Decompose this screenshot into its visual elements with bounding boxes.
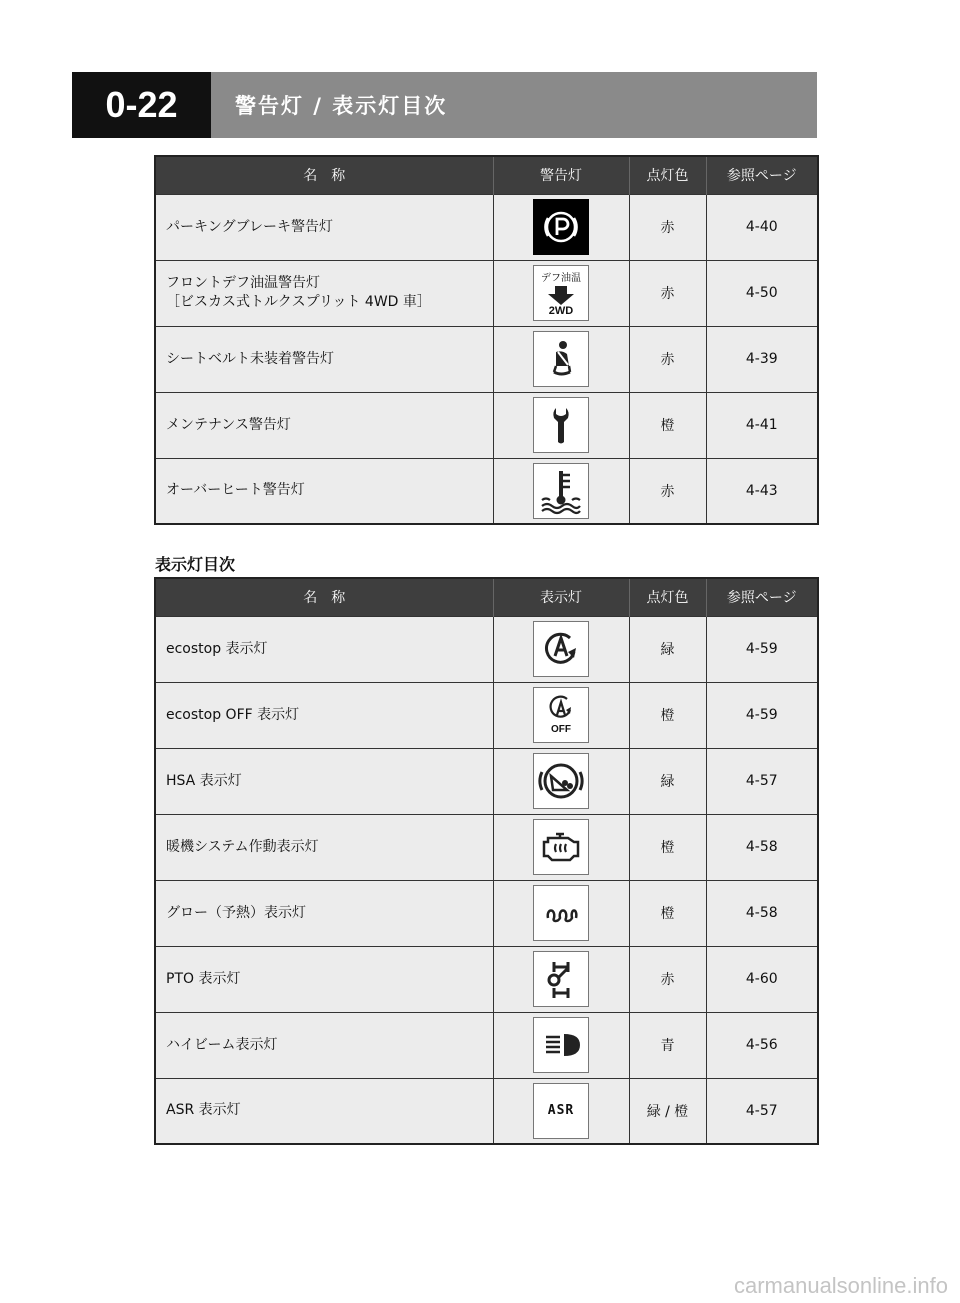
pto-icon [533, 951, 589, 1007]
row-page: 4-59 [706, 682, 818, 748]
row-page: 4-50 [706, 260, 818, 326]
row-name: パーキングブレーキ警告灯 [155, 194, 493, 260]
watermark: carmanualsonline.info [733, 1273, 948, 1298]
front-diff-oil-temp-icon: デフ油温 2WD [533, 265, 589, 321]
table-row [155, 392, 818, 458]
row-name: HSA 表示灯 [155, 748, 493, 814]
row-name: ecostop OFF 表示灯 [155, 682, 493, 748]
engine-warmup-icon [533, 819, 589, 875]
row-page: 4-56 [706, 1012, 818, 1078]
row-color: 橙 [629, 880, 706, 946]
row-page: 4-57 [706, 1078, 818, 1144]
table-header [155, 578, 818, 616]
row-page: 4-58 [706, 814, 818, 880]
row-name: PTO 表示灯 [155, 946, 493, 1012]
asr-icon: ASR [533, 1083, 589, 1139]
table-header [155, 156, 818, 194]
row-page: 4-43 [706, 458, 818, 524]
col-color-header: 点灯色 [629, 156, 706, 194]
table-row [155, 1078, 818, 1144]
hsa-icon [533, 753, 589, 809]
table-row [155, 880, 818, 946]
table-row [155, 946, 818, 1012]
warning-light-table [154, 155, 819, 525]
ecostop-icon [533, 621, 589, 677]
table-row [155, 1012, 818, 1078]
row-name: ecostop 表示灯 [155, 616, 493, 682]
row-color: 赤 [629, 458, 706, 524]
col-light-header: 表示灯 [493, 578, 629, 616]
glow-plug-icon [533, 885, 589, 941]
row-color: 赤 [629, 194, 706, 260]
table-row [155, 814, 818, 880]
row-name: シートベルト未装着警告灯 [155, 326, 493, 392]
row-name: メンテナンス警告灯 [155, 392, 493, 458]
col-page-header: 参照ページ [706, 578, 818, 616]
row-page: 4-57 [706, 748, 818, 814]
section-title: 表示灯目次 [155, 555, 236, 574]
row-name: 暖機システム作動表示灯 [155, 814, 493, 880]
row-color: 青 [629, 1012, 706, 1078]
row-page: 4-58 [706, 880, 818, 946]
row-page: 4-39 [706, 326, 818, 392]
col-page-header: 参照ページ [706, 156, 818, 194]
page-title: 警告灯 / 表示灯目次 [211, 72, 817, 138]
table-row [155, 748, 818, 814]
row-name: オーバーヒート警告灯 [155, 458, 493, 524]
row-page: 4-40 [706, 194, 818, 260]
wrench-icon [533, 397, 589, 453]
col-color-header: 点灯色 [629, 578, 706, 616]
row-name-note: ［ビスカス式トルクスプリット 4WD 車］ [166, 294, 431, 310]
table-row [155, 682, 818, 748]
row-color: 赤 [629, 260, 706, 326]
ecostop-off-icon: OFF [533, 687, 589, 743]
row-color: 橙 [629, 392, 706, 458]
row-color: 赤 [629, 326, 706, 392]
row-name: グロー（予熱）表示灯 [155, 880, 493, 946]
row-color: 赤 [629, 946, 706, 1012]
row-color: 緑 [629, 748, 706, 814]
row-name: フロントデフ油温警告灯 [166, 275, 320, 291]
col-name-header: 名 称 [155, 156, 493, 194]
table-row [155, 326, 818, 392]
row-color: 緑 [629, 616, 706, 682]
col-name-header: 名 称 [155, 578, 493, 616]
table-row [155, 194, 818, 260]
row-page: 4-41 [706, 392, 818, 458]
row-name: ハイビーム表示灯 [155, 1012, 493, 1078]
seatbelt-icon [533, 331, 589, 387]
row-color: 橙 [629, 814, 706, 880]
row-color: 橙 [629, 682, 706, 748]
page-number: 0-22 [72, 72, 211, 138]
table-row [155, 260, 818, 326]
row-page: 4-60 [706, 946, 818, 1012]
row-color: 緑 / 橙 [629, 1078, 706, 1144]
indicator-light-table [154, 577, 819, 1145]
col-light-header: 警告灯 [493, 156, 629, 194]
coolant-temp-icon [533, 463, 589, 519]
table-row [155, 458, 818, 524]
row-name: ASR 表示灯 [155, 1078, 493, 1144]
row-page: 4-59 [706, 616, 818, 682]
high-beam-icon [533, 1017, 589, 1073]
parking-brake-icon [533, 199, 589, 255]
table-row [155, 616, 818, 682]
